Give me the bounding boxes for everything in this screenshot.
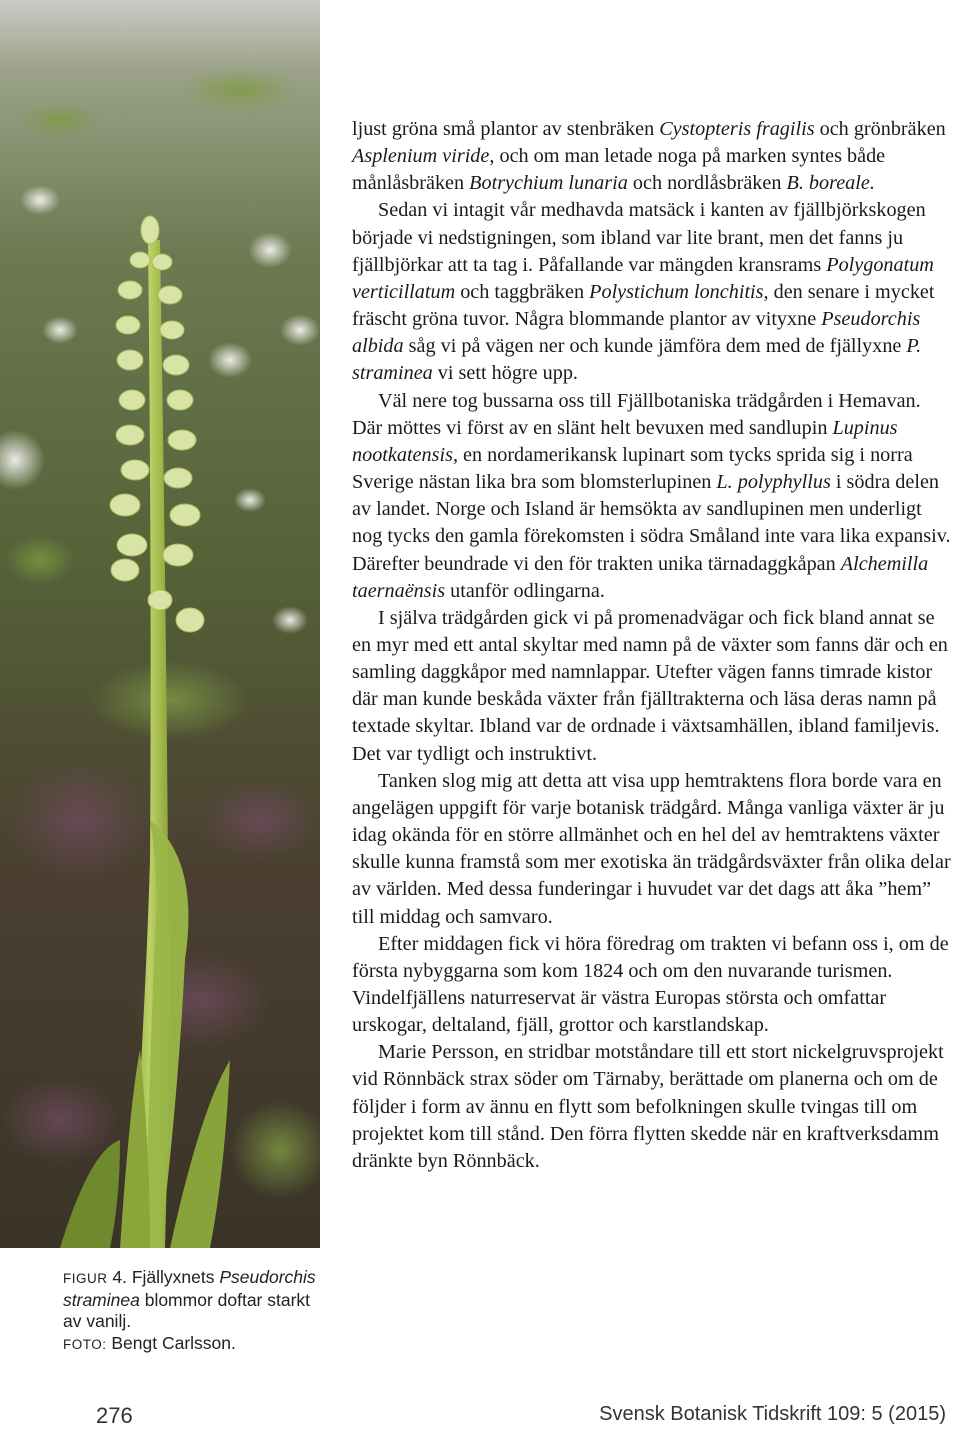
paragraph-2: [352, 197, 952, 387]
paragraph-3: [352, 388, 952, 605]
species-name: L. polyphyllus: [716, 471, 831, 494]
text-run: , en nordamerikansk lupinart som tycks sprida sig i norra Sverige nästan lika bra som blomsterlupinen: [352, 443, 913, 494]
paragraph-7: Marie Persson, en stridbar motståndare till ett stort nickelgruvsprojekt vid Rönnbäck strax söder om Tärnaby, berättade om planerna och om de följder i form av ännu en flytt som befolkningen skulle tvingas till om projektet kom till stånd. Den förra flytten skedde när en kraftverksdamm dränkte byn Rönnbäck.: [352, 1041, 944, 1172]
species-name: Pseudorchis albida: [352, 308, 921, 358]
article-body: [352, 116, 952, 1175]
orchid-photo: [0, 0, 320, 1248]
photo-label: FOTO:: [63, 1336, 107, 1352]
text-run: utanför odlingarna.: [445, 579, 605, 602]
text-run: och taggbräken: [455, 280, 590, 303]
caption-species: Pseudorchis straminea: [63, 1267, 316, 1310]
species-name: Cystopteris fragilis: [659, 118, 815, 140]
species-name: P. straminea: [352, 335, 922, 385]
text-run: Väl nere tog bussarna oss till Fjällbotaniska trädgården i Hemavan. Där möttes vi först av en slänt helt bevuxen med sandlupin: [352, 389, 921, 439]
paragraph-6: Efter middagen fick vi höra föredrag om trakten vi befann oss i, om de första nybyggarna som kom 1824 och om den nuvarande turismen. Vindelfjällens naturreservat är västra Europas största och omfattar urskogar, deltaland, fjäll, grottor och karstlandskap.: [352, 932, 949, 1037]
paragraph-5: Tanken slog mig att detta att visa upp hemtraktens flora borde vara en angelägen uppgift för varje botanisk trädgård. Många vanliga växter är ju idag okända för en större allmänhet och en hel del av hemtraktens växter skulle kunna framstå som mer exotiska än trädgårdsväxter från olika delar av världen. Med dessa funderingar i huvudet var det dags att åka ”hem” till middag och samvaro.: [352, 769, 951, 928]
species-name: Alchemilla taernaënsis: [352, 552, 929, 602]
figure-number: 4.: [112, 1267, 127, 1287]
text-run: i södra delen av landet. Norge och Island är hemsökta av sandlupinen men underligt nog tycks den gamla förekomsten i södra Småland inte vara lika expansiv. Därefter beundrade vi den för trakten unika tärnadaggkåpan: [352, 471, 951, 575]
species-name: Polystichum lonchitis: [589, 280, 764, 303]
paragraph-1: [352, 116, 952, 197]
species-name: B. boreale.: [786, 172, 875, 195]
text-run: vi sett högre upp.: [432, 362, 578, 385]
figure-label: FIGUR: [63, 1271, 108, 1286]
caption-text-2: blommor doftar starkt av vanilj.: [63, 1289, 311, 1331]
text-run: Sedan vi intagit vår medhavda matsäck i kanten av fjällbjörkskogen började vi nedstigningen, som ibland var lite brant, men det fanns ju fjällbjörkar att ta tag i. Påfallande var mängden kransrams: [352, 199, 926, 276]
species-name: Lupinus nootkatensis: [352, 416, 898, 466]
species-name: Asplenium viride: [352, 145, 490, 168]
paragraph-4: I själva trädgården gick vi på promenadvägar och fick bland annat se en myr med ett antal skyltar med namn på de växter som fanns där och en samling daggkåpor med namnlappar. Utefter vägen fanns timrade kistor där man kunde beskåda växter från fjälltrakterna och läsa deras namn på textade skyltar. Ibland var de ordnade i växtsamhällen, ibland familjevis. Det var tydligt och instruktivt.: [352, 606, 948, 765]
species-name: Botrychium lunaria: [469, 172, 628, 195]
text-run: och nordlåsbräken: [627, 172, 787, 195]
figure-caption: [63, 1267, 317, 1355]
photo-drawing: [0, 0, 320, 1248]
text-run: , och om man letade noga på marken syntes både månlåsbräken: [352, 145, 886, 195]
photographer: Bengt Carlsson.: [106, 1332, 236, 1353]
journal-citation: Svensk Botanisk Tidskrift 109: 5 (2015): [599, 1403, 946, 1425]
species-name: Polygonatum verticillatum: [352, 253, 934, 303]
text-run: och grönbräken: [814, 118, 946, 140]
text-run: ljust gröna små plantor av stenbräken: [352, 118, 660, 140]
text-run: , den senare i mycket fräscht gröna tuvor. Några blommande plantor av vityxne: [352, 280, 935, 331]
caption-text-1: Fjällyxnets: [126, 1267, 220, 1287]
page-number: 276: [96, 1403, 133, 1428]
text-run: såg vi på vägen ner och kunde jämföra dem med de fjällyxne: [403, 335, 907, 358]
